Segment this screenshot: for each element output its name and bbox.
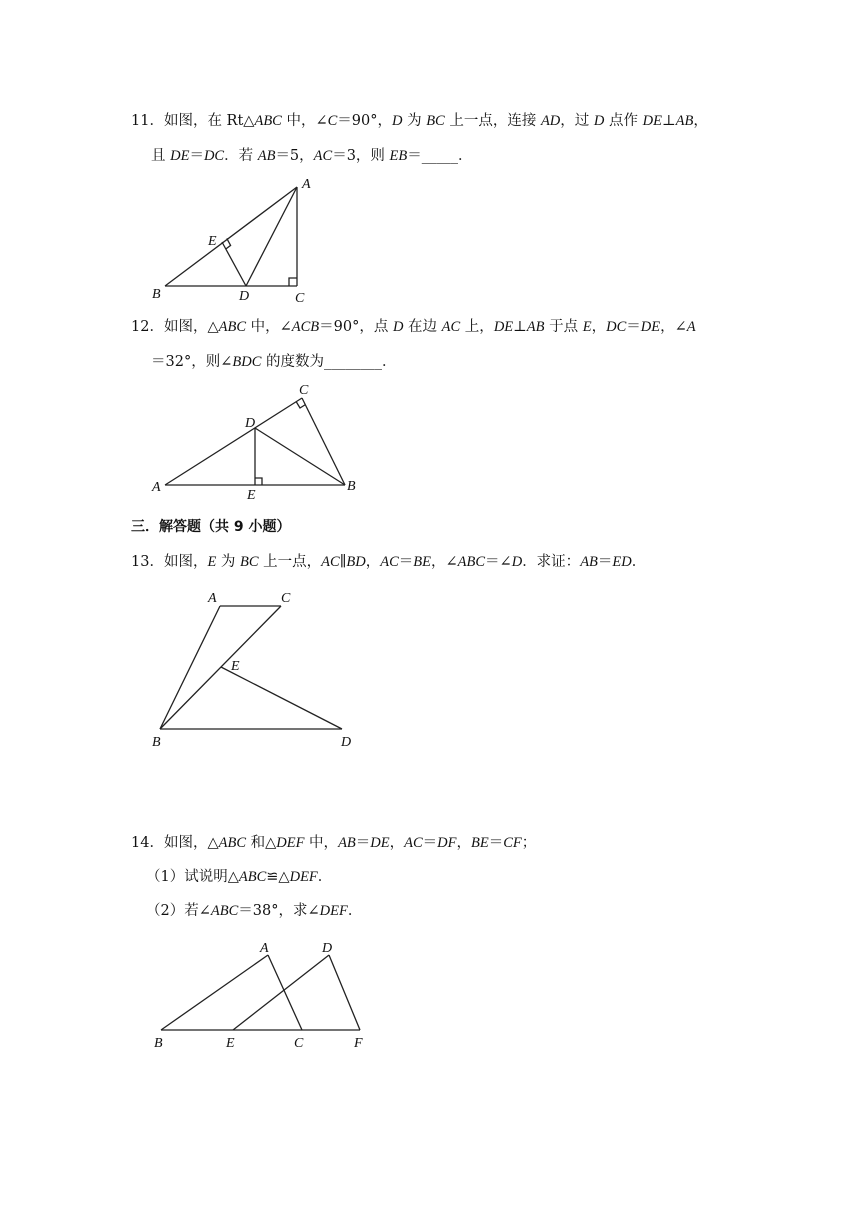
q12-line1: 12．如图，△ABC 中，∠ACB＝90°，点 D 在边 AC 上，DE⊥AB 于点 E，DC＝DE，∠A [131,319,696,335]
q13-label-A: A [208,591,217,606]
q13-label-E: E [231,659,240,674]
q14-label-C: C [294,1036,304,1051]
q11-label-C: C [295,291,305,306]
q13-label-D: D [341,735,352,750]
q11-line1: 11．如图，在 Rt△ABC 中，∠C＝90°，D 为 BC 上一点，连接 AD，过 D 点作 DE⊥AB， [131,113,708,129]
q14-label-D: D [322,941,333,956]
q14-label-B: B [154,1036,163,1051]
q12-label-A: A [152,480,161,495]
q11-line2: 且 DE＝DC．若 AB＝5，AC＝3，则 EB＝_____． [151,148,473,164]
q13-label-B: B [152,735,161,750]
q14-line3: （2）若∠ABC＝38°，求∠DEF． [146,903,363,919]
q11-label-D: D [239,289,250,304]
q13-line1: 13．如图，E 为 BC 上一点，AC∥BD，AC＝BE，∠ABC＝∠D．求证：AB＝ED． [131,554,647,570]
q12-label-B: B [347,479,356,494]
q14-line2: （1）试说明△ABC≌△DEF． [146,869,333,885]
q11-label-A: A [302,177,311,192]
q14-label-F: F [354,1036,363,1051]
q13-label-C: C [281,591,291,606]
q14-label-E: E [226,1036,235,1051]
section-heading: 三．解答题（共 9 小题） [131,519,291,535]
q14-line1: 14．如图，△ABC 和△DEF 中，AB＝DE，AC＝DF，BE＝CF； [131,835,537,851]
q12-label-C: C [299,383,309,398]
q11-label-B: B [152,287,161,302]
q12-label-D: D [245,416,256,431]
q12-line2: ＝32°，则∠BDC 的度数为________． [151,354,397,370]
q14-label-A: A [260,941,269,956]
q12-label-E: E [247,488,256,503]
q11-label-E: E [208,234,217,249]
